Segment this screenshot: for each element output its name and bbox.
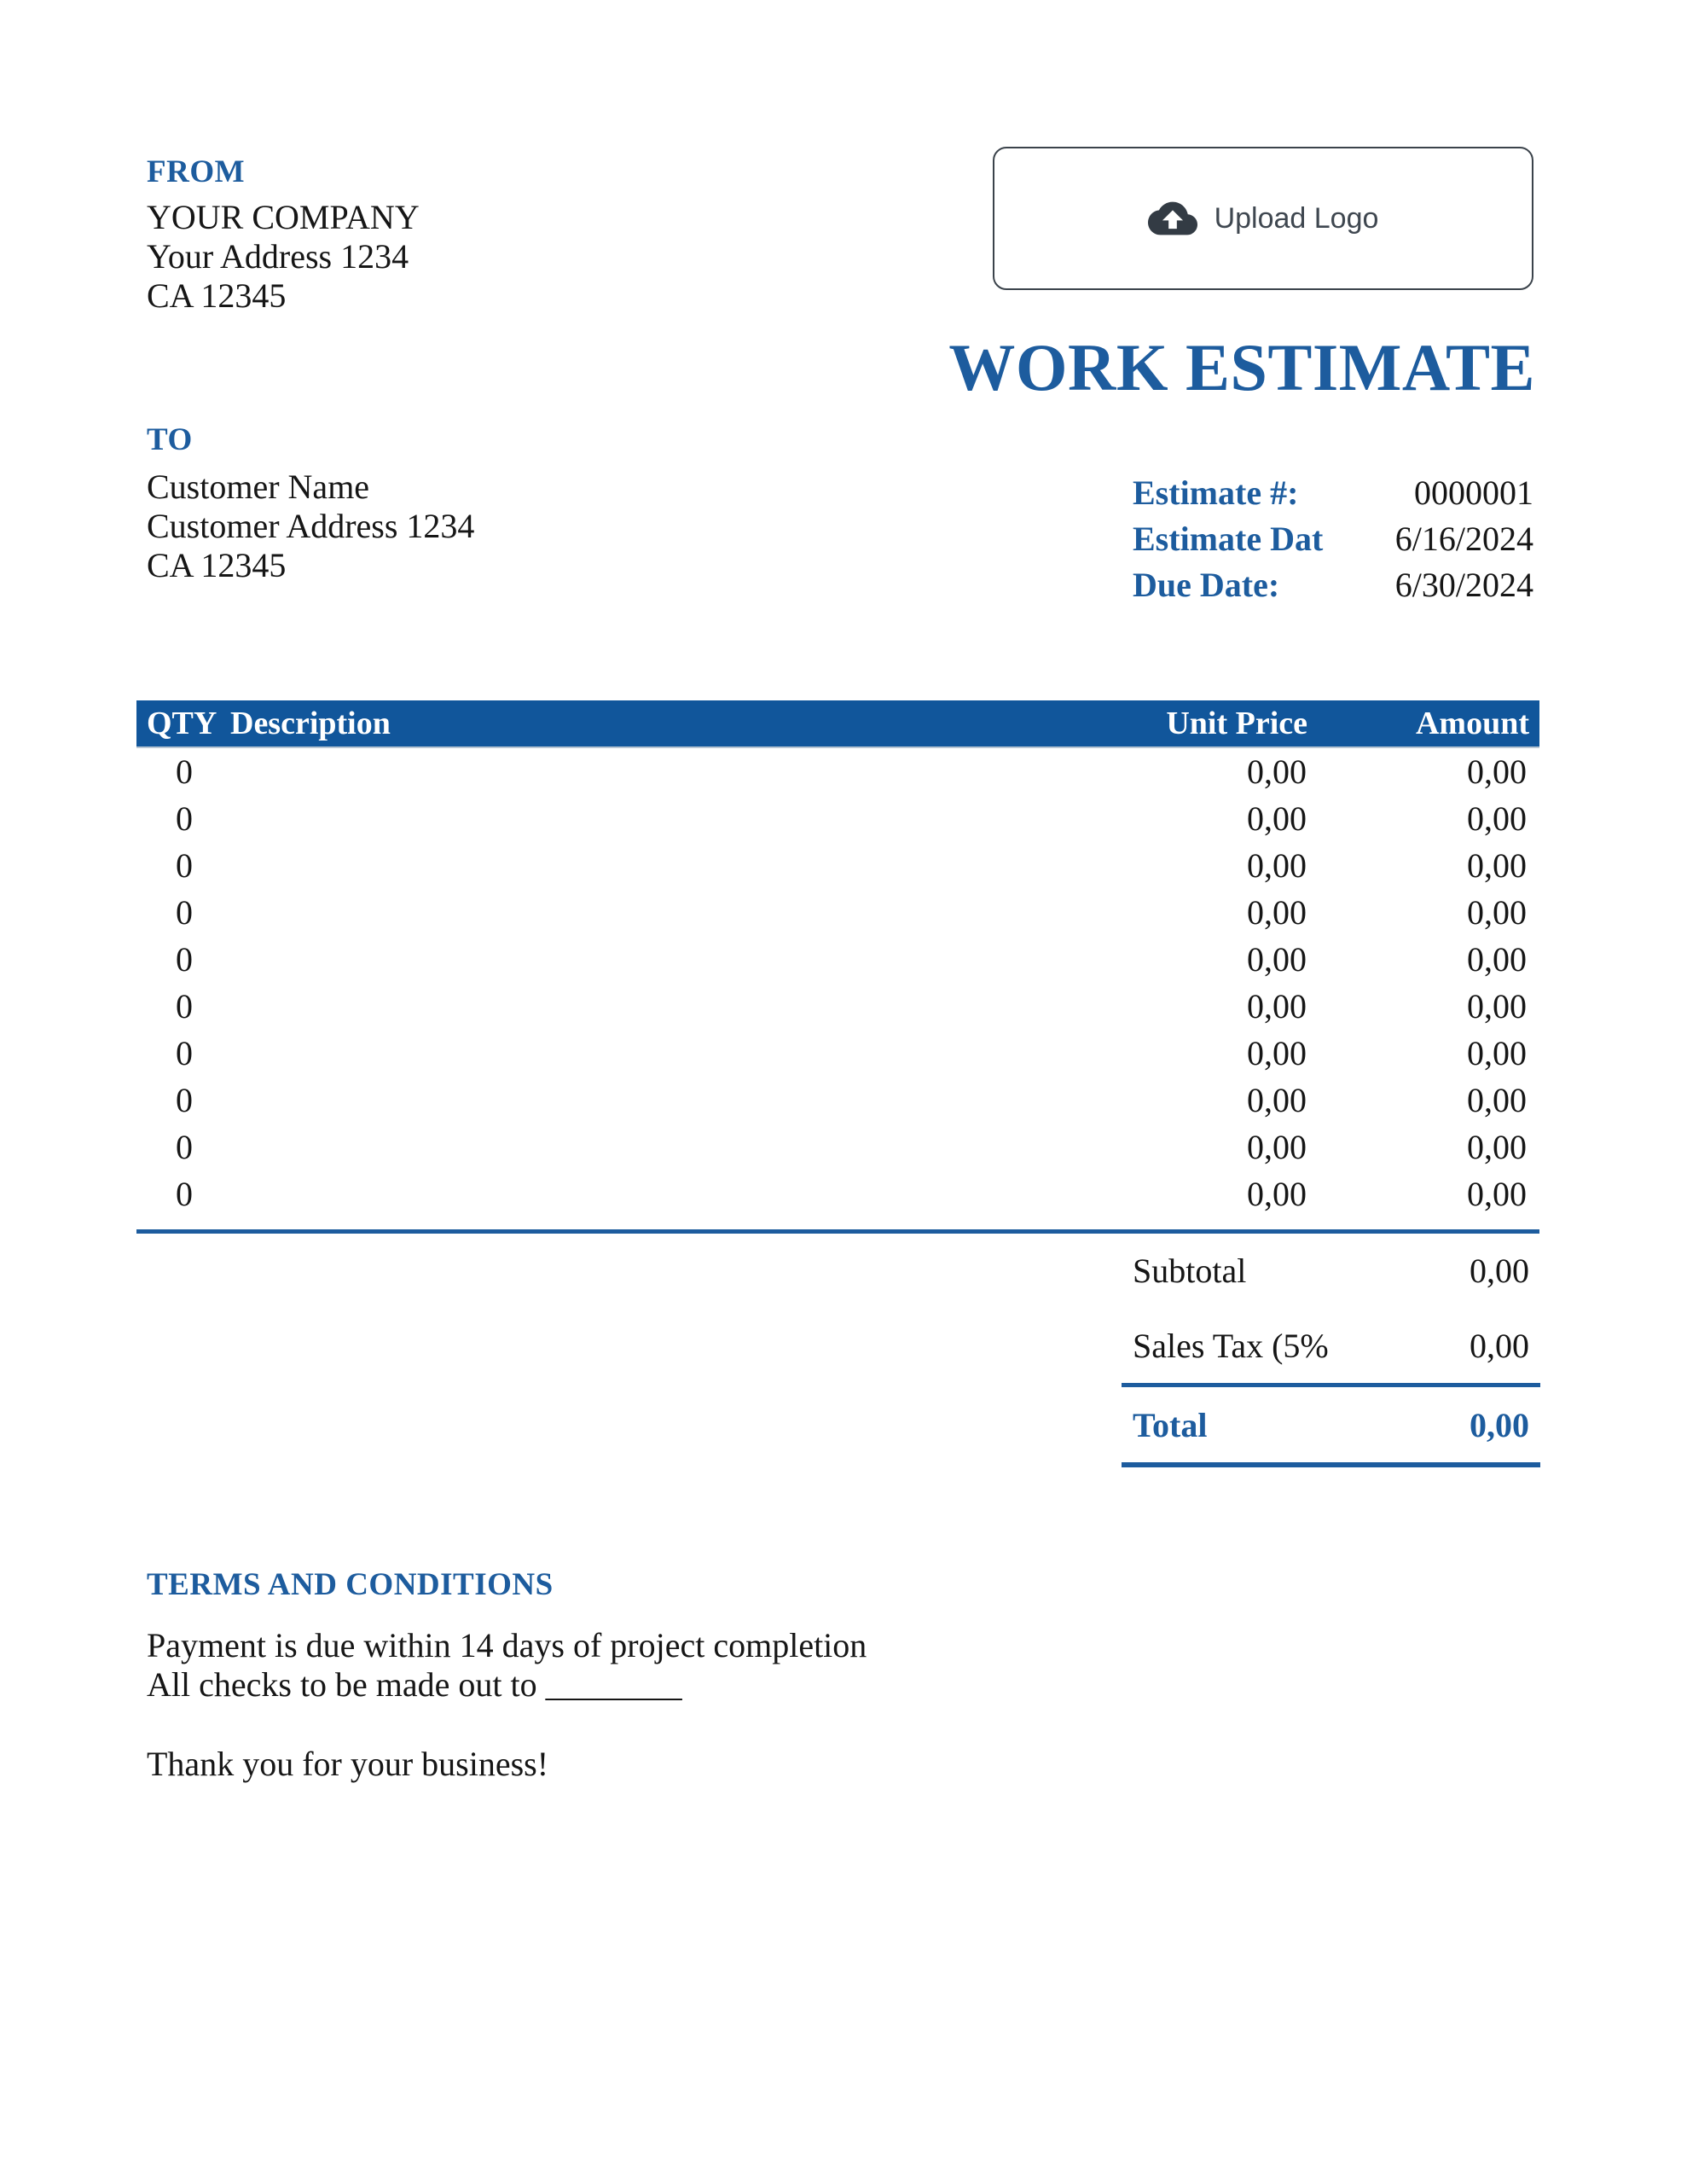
- table-row: [136, 795, 1539, 842]
- amount-cell: 0,00: [1467, 1034, 1527, 1072]
- qty-cell: 0: [176, 1128, 193, 1166]
- from-address: Your Address 1234: [147, 237, 409, 276]
- subtotal-row: [1122, 1233, 1540, 1308]
- terms-line-1: Payment is due within 14 days of project completion: [147, 1626, 867, 1664]
- from-label: FROM: [147, 154, 246, 189]
- subtotal-value: 0,00: [1470, 1251, 1529, 1290]
- amount-cell: 0,00: [1467, 1175, 1527, 1213]
- estimate-date-row: [1133, 515, 1533, 561]
- terms-line-2: All checks to be made out to ________: [147, 1665, 682, 1704]
- sales-tax-label: Sales Tax (5%: [1133, 1326, 1329, 1365]
- terms-text: [147, 1626, 867, 1705]
- qty-cell: 0: [176, 1081, 193, 1119]
- estimate-number-row: [1133, 469, 1533, 515]
- unit-price-column-header: Unit Price: [1166, 706, 1307, 741]
- qty-cell: 0: [176, 752, 193, 791]
- subtotal-label: Subtotal: [1133, 1251, 1247, 1290]
- table-row: [136, 1170, 1539, 1217]
- customer-city: CA 12345: [147, 546, 287, 584]
- amount-column-header: Amount: [1415, 706, 1529, 741]
- qty-cell: 0: [176, 1034, 193, 1072]
- document-title: WORK ESTIMATE: [948, 330, 1535, 404]
- qty-cell: 0: [176, 987, 193, 1025]
- items-table-header: [136, 700, 1539, 748]
- upload-logo-label: Upload Logo: [1214, 201, 1379, 235]
- unit-price-cell: 0,00: [1247, 1081, 1307, 1119]
- table-row: [136, 936, 1539, 983]
- qty-cell: 0: [176, 1175, 193, 1213]
- unit-price-cell: 0,00: [1247, 940, 1307, 979]
- totals-summary: [1122, 1233, 1540, 1467]
- amount-cell: 0,00: [1467, 799, 1527, 838]
- thank-you-note: Thank you for your business!: [147, 1745, 549, 1783]
- qty-cell: 0: [176, 799, 193, 838]
- items-table-body: [136, 748, 1539, 1217]
- estimate-date-label: Estimate Dat: [1133, 519, 1324, 558]
- due-date-label: Due Date:: [1133, 565, 1280, 604]
- amount-cell: 0,00: [1467, 1081, 1527, 1119]
- due-date-row: [1133, 561, 1533, 607]
- from-company: YOUR COMPANY: [147, 198, 420, 236]
- to-label: TO: [147, 422, 193, 457]
- unit-price-cell: 0,00: [1247, 1175, 1307, 1213]
- table-row: [136, 1124, 1539, 1170]
- estimate-number-label: Estimate #:: [1133, 473, 1299, 512]
- unit-price-cell: 0,00: [1247, 1128, 1307, 1166]
- unit-price-cell: 0,00: [1247, 752, 1307, 791]
- amount-cell: 0,00: [1467, 752, 1527, 791]
- customer-name: Customer Name: [147, 468, 370, 506]
- table-row: [136, 842, 1539, 889]
- sales-tax-value: 0,00: [1470, 1326, 1529, 1365]
- total-bottom-rule: [1122, 1462, 1540, 1467]
- customer-address: Customer Address 1234: [147, 507, 475, 545]
- unit-price-cell: 0,00: [1247, 799, 1307, 838]
- terms-heading: TERMS AND CONDITIONS: [147, 1567, 554, 1602]
- qty-column-header: QTY: [147, 706, 217, 741]
- unit-price-cell: 0,00: [1247, 893, 1307, 932]
- amount-cell: 0,00: [1467, 940, 1527, 979]
- description-column-header: Description: [230, 706, 391, 741]
- upload-logo-button[interactable]: [993, 147, 1533, 290]
- table-row: [136, 748, 1539, 795]
- sales-tax-row: [1122, 1308, 1540, 1383]
- qty-cell: 0: [176, 940, 193, 979]
- from-address-block: [147, 198, 420, 316]
- amount-cell: 0,00: [1467, 1128, 1527, 1166]
- estimate-info: [1133, 469, 1533, 607]
- qty-cell: 0: [176, 893, 193, 932]
- table-row: [136, 1030, 1539, 1077]
- total-row: [1122, 1387, 1540, 1462]
- total-value: 0,00: [1470, 1405, 1529, 1444]
- amount-cell: 0,00: [1467, 893, 1527, 932]
- amount-cell: 0,00: [1467, 846, 1527, 885]
- cloud-upload-icon: [1148, 194, 1197, 243]
- due-date-value: 6/30/2024: [1394, 565, 1533, 604]
- estimate-number-value: 0000001: [1414, 473, 1533, 512]
- table-row: [136, 889, 1539, 936]
- unit-price-cell: 0,00: [1247, 1034, 1307, 1072]
- qty-cell: 0: [176, 846, 193, 885]
- total-label: Total: [1133, 1405, 1208, 1444]
- to-address-block: [147, 468, 474, 585]
- unit-price-cell: 0,00: [1247, 987, 1307, 1025]
- unit-price-cell: 0,00: [1247, 846, 1307, 885]
- from-city: CA 12345: [147, 276, 287, 315]
- table-row: [136, 983, 1539, 1030]
- table-row: [136, 1077, 1539, 1124]
- estimate-date-value: 6/16/2024: [1394, 519, 1533, 558]
- amount-cell: 0,00: [1467, 987, 1527, 1025]
